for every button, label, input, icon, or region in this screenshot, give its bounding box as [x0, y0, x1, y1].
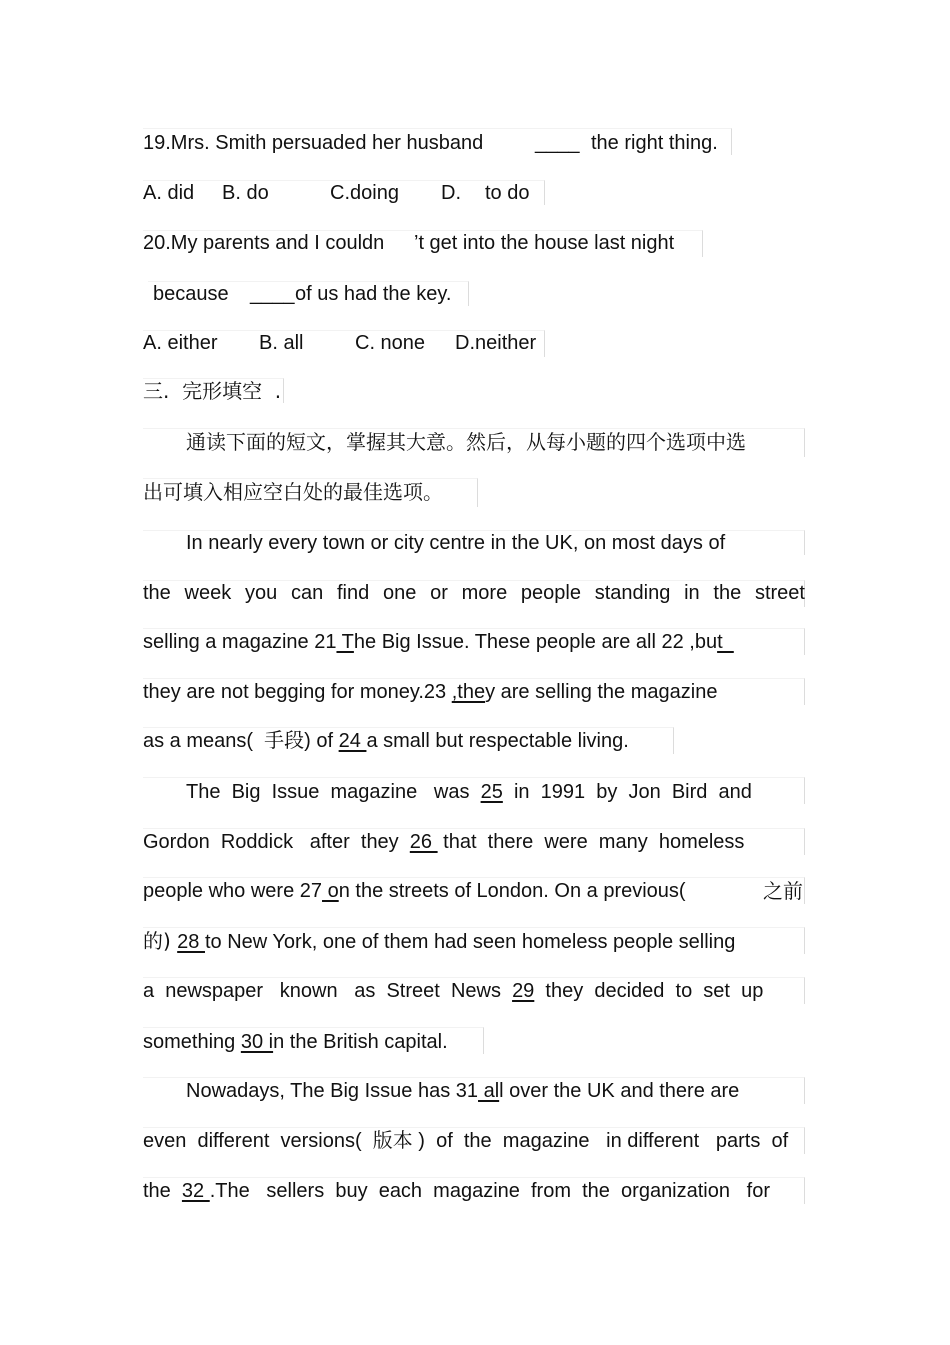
blank-22: t: [717, 631, 734, 653]
text-run: they decided to set up: [534, 980, 764, 1002]
q19-option-d-text: to do: [485, 182, 530, 204]
passage-p1-line-3: [143, 629, 734, 655]
passage-p2-line-6: [143, 1029, 448, 1055]
passage-p1-line-1: In nearly every town or city centre in the UK, on most days of: [186, 532, 726, 554]
q19-blank: ____: [535, 132, 580, 154]
passage-p1-line-4: [143, 679, 717, 705]
passage-p1-line-5: [143, 728, 629, 754]
passage-p2-line-2: [143, 829, 744, 855]
text-run: y are selling the magazine: [485, 681, 718, 703]
text-run: The Big Issue magazine was: [186, 781, 481, 803]
q20-stem-1b: ’t get into the house last night: [414, 232, 675, 254]
q20-option-c: C. none: [355, 332, 426, 354]
text-run: that there were many homeless: [437, 831, 745, 853]
text-run: the: [143, 1180, 182, 1202]
passage-p2-line-1: [186, 779, 752, 805]
q20-stem-2a: because: [153, 283, 229, 305]
blank-30: 30 i: [240, 1031, 274, 1053]
text-run: n the streets of London. On a previous(: [338, 880, 686, 902]
q19-option-d-label: D.: [441, 182, 461, 204]
text-run: selling a magazine 21: [143, 631, 337, 653]
q20-option-b: B. all: [259, 332, 304, 354]
passage-p3-line-2: even different versions( 版本 ) of the magazine in different parts of: [143, 1130, 789, 1152]
blank-21: T: [336, 631, 354, 653]
text-run: they are not begging for money.23: [143, 681, 452, 703]
passage-p1-line-2: the week you can find one or more people standing in the street: [143, 582, 805, 604]
text-run: Gordon Roddick after they: [143, 831, 410, 853]
text-run: in 1991 by Jon Bird and: [502, 781, 752, 803]
text-run: a newspaper known as Street News: [143, 980, 513, 1002]
text-run: to New York, one of them had seen homeless people selling: [204, 931, 736, 953]
blank-31: al: [478, 1080, 500, 1102]
blank-27: o: [322, 880, 339, 902]
blank-32: 32: [181, 1180, 210, 1202]
blank-25: 25: [480, 781, 503, 803]
passage-p2-gloss: 之前: [763, 879, 803, 903]
q20-stem-2b: of us had the key.: [295, 283, 452, 305]
text-run: something: [143, 1031, 241, 1053]
text-run: n the British capital.: [273, 1031, 448, 1053]
passage-p3-line-1: [186, 1078, 739, 1104]
q19-tail: the right thing.: [591, 132, 718, 154]
q19-option-c: C.doing: [330, 182, 399, 204]
text-run: Nowadays, The Big Issue has 31: [186, 1080, 479, 1102]
q20-blank: ____: [250, 283, 295, 305]
q20-option-a: A. either: [143, 332, 218, 354]
q19-stem: 19.Mrs. Smith persuaded her husband: [143, 132, 484, 154]
q19-option-a: A. did: [143, 182, 195, 204]
blank-26: 26: [409, 831, 438, 853]
q19-option-b: B. do: [222, 182, 269, 204]
blank-28: 28: [177, 931, 205, 953]
passage-p2-line-4: [143, 928, 735, 955]
text-run: people who were 27: [143, 880, 323, 902]
blank-24: 24: [338, 730, 367, 752]
text-run: he Big Issue. These people are all 22 ,bu: [353, 631, 718, 653]
instruction-line-1: 通读下面的短文，掌握其大意。然后，从每小题的四个选项中选: [186, 430, 746, 454]
text-run: a small but respectable living.: [366, 730, 629, 752]
section-heading: 三. 完形填空 .: [143, 379, 282, 403]
text-run: .The sellers buy each magazine from the organization for: [209, 1180, 771, 1202]
q20-option-d: D.neither: [455, 332, 537, 354]
blank-23: ,the: [451, 681, 486, 703]
blank-29: 29: [512, 980, 535, 1002]
text-run: as a means( 手段) of: [143, 730, 339, 752]
passage-p2-line-5: [143, 978, 763, 1004]
text-run: 的): [143, 929, 178, 953]
text-run: l over the UK and there are: [499, 1080, 740, 1102]
passage-p3-line-3: [143, 1178, 770, 1204]
instruction-line-2: 出可填入相应空白处的最佳选项。: [143, 480, 443, 504]
q20-stem-1: 20.My parents and I couldn: [143, 232, 385, 254]
passage-p2-line-3: [143, 878, 686, 904]
